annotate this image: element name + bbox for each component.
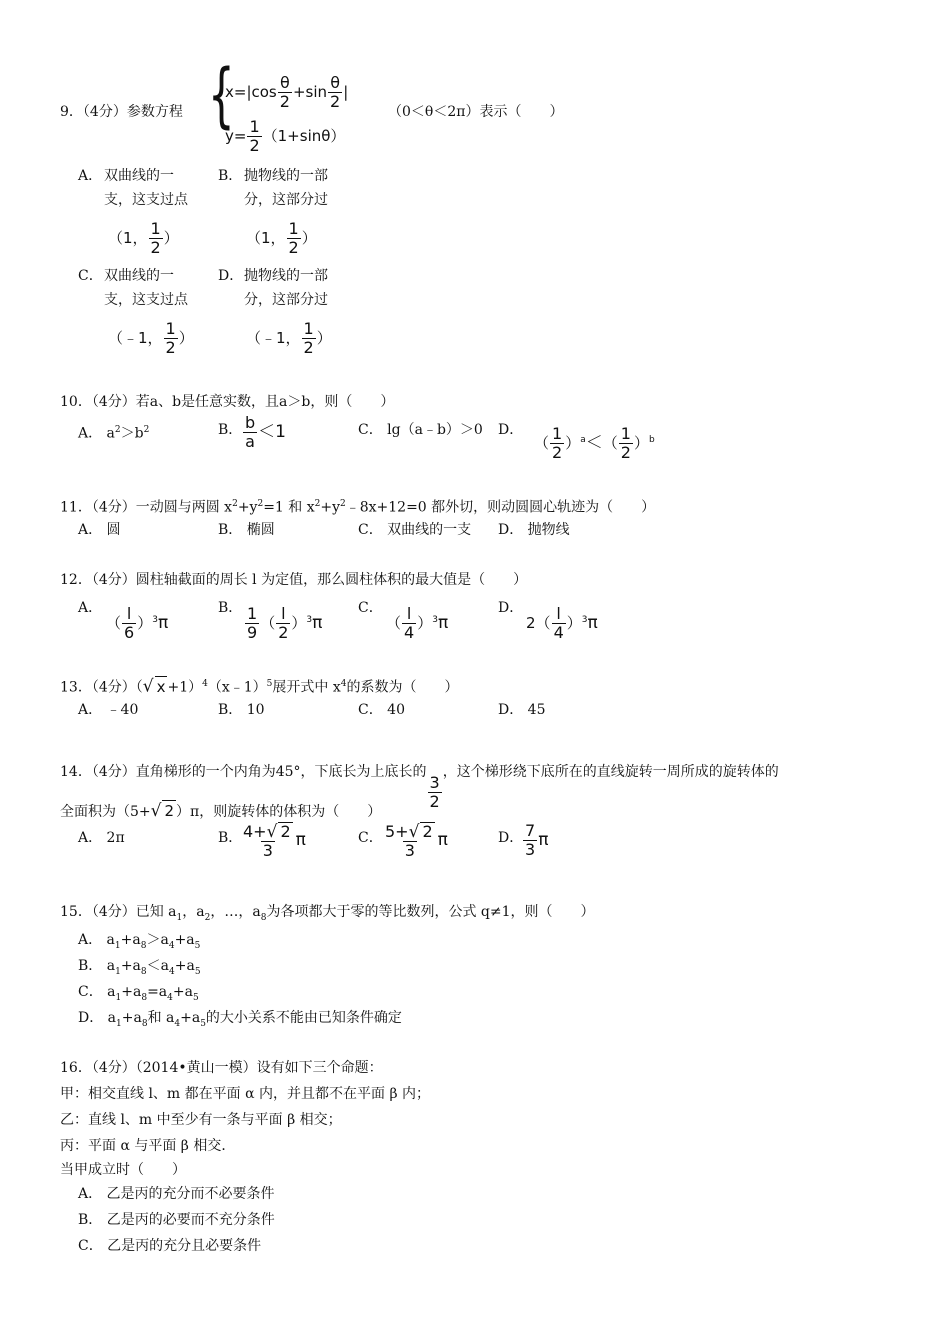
q12-option-d-label: D．	[498, 600, 524, 616]
q9-prefix: 9．（4分）参数方程	[60, 104, 183, 120]
q11-option-c: C． 双曲线的一支	[358, 522, 472, 538]
q9-option-b-label: B．	[218, 168, 243, 184]
q13-option-d: D． 45	[498, 702, 546, 718]
q9-option-a-label: A．	[78, 168, 103, 184]
q10-option-b-label: B．	[218, 422, 243, 438]
q16-option-c: C． 乙是丙的充分且必要条件	[78, 1238, 262, 1254]
q14-line2: 全面积为（5+√ 2 ）π，则旋转体的体积为（ ）	[60, 801, 382, 821]
q9-option-d-point: （﹣1， $\frac{1}{2}$ ）	[246, 319, 332, 357]
q12-stem: 12．（4分）圆柱轴截面的周长 l 为定值，那么圆柱体积的最大值是（ ）	[60, 572, 528, 588]
q9-x-equation: x=|cos $\frac{\theta}{2}$ +sin $\frac{\theta}{2}$ |	[225, 73, 349, 111]
q14-option-b-expr: $\frac{4+√ 2}{3}$ π	[243, 821, 306, 860]
q11-stem: 11．（4分）一动圆与两圆 $x^2+y^2=1$ 和 $x^2+y^2﹣8x+12=0$ 都外切，则动圆圆心轨迹为（ ）	[60, 499, 656, 516]
q9-y-equation: y= $\frac{1}{2}$ （1+sinθ）	[225, 117, 346, 155]
q12-option-c-label: C．	[358, 600, 383, 616]
q14-option-b-label: B．	[218, 830, 243, 846]
q10-option-b-expr: $\frac{b}{a}$ ＜1	[245, 413, 286, 451]
q14-option-c-expr: $\frac{5+√ 2}{3}$ π	[385, 821, 448, 860]
q14-option-d-expr: $\frac{7}{3}$ π	[525, 821, 549, 859]
q13-option-b: B． 10	[218, 702, 265, 718]
q11-option-b: B． 椭圆	[218, 522, 275, 538]
q9-option-b-point: （1， $\frac{1}{2}$ ）	[246, 219, 317, 257]
q9-option-a-point: （1， $\frac{1}{2}$ ）	[108, 219, 179, 257]
q15-option-b: B． $a_1+a_8<a_4+a_5$	[78, 958, 201, 977]
q10-option-a: A． $a^2>b^2$	[78, 425, 150, 442]
q10-option-d-label: D．	[498, 422, 524, 438]
q16-option-a: A． 乙是丙的充分而不必要条件	[78, 1186, 275, 1202]
q9-option-c-point: （﹣1， $\frac{1}{2}$ ）	[108, 319, 194, 357]
q16-proposition-yi: 乙：直线 l、m 中至少有一条与平面 β 相交；	[60, 1112, 342, 1128]
q9-option-d-line1: 抛物线的一部	[244, 268, 328, 284]
q11-option-a: A． 圆	[78, 522, 121, 538]
q15-stem: 15．（4分）已知 $a_1$，$a_2$，…，$a_8$为各项都大于零的等比数列，公式 q≠1，则（ ）	[60, 904, 595, 923]
q10-option-c: C． lg（a﹣b）＞0	[358, 422, 483, 438]
q9-option-d-label: D．	[218, 268, 244, 284]
q9-suffix: （0＜θ＜2π）表示（ ）	[388, 104, 564, 120]
q16-proposition-bing: 丙：平面 α 与平面 β 相交．	[60, 1138, 236, 1154]
q14-option-d-label: D．	[498, 830, 524, 846]
q9-option-c-line1: 双曲线的一	[104, 268, 174, 284]
q14-option-c-label: C．	[358, 830, 383, 846]
q16-stem: 16．（4分）（2014•黄山一模）设有如下三个命题：	[60, 1060, 383, 1076]
q15-option-d: D． $a_1+a_8$和 $a_4+a_5$的大小关系不能由已知条件确定	[78, 1010, 402, 1029]
q13-stem: 13．（4分）（√ x +1）$^4$（x﹣1）$^5$展开式中 $x^4$的系数为（ ）	[60, 676, 459, 697]
q11-option-d: D． 抛物线	[498, 522, 570, 538]
q10-option-d-expr: （ $\frac{1}{2}$ ）$^a$＜（ $\frac{1}{2}$ ）$^b$	[534, 424, 655, 462]
q12-option-b-label: B．	[218, 600, 243, 616]
q16-condition: 当甲成立时（ ）	[60, 1162, 186, 1178]
q9-option-d-line2: 分，这部分过	[244, 292, 328, 308]
q15-option-a: A． $a_1+a_8>a_4+a_5$	[78, 932, 201, 951]
q12-option-a-expr: （ $\frac{l}{6}$ ）$^3$π	[106, 604, 169, 642]
q16-option-b: B． 乙是丙的必要而不充分条件	[78, 1212, 275, 1228]
q9-option-b-line2: 分，这部分过	[244, 192, 328, 208]
q9-option-b-line1: 抛物线的一部	[244, 168, 328, 184]
q16-proposition-jia: 甲：相交直线 l、m 都在平面 α 内，并且都不在平面 β 内；	[60, 1086, 431, 1102]
q9-option-a-line2: 支，这支过点	[104, 192, 188, 208]
q12-option-a-label: A．	[78, 600, 103, 616]
q10-stem: 10．（4分）若a、b是任意实数，且a＞b，则（ ）	[60, 394, 395, 410]
q14-line1: 14．（4分）直角梯形的一个内角为45°，下底长为上底长的 $\frac{3}{2}$ ，这个梯形绕下底所在的直线旋转一周所成的旋转体的	[60, 764, 779, 811]
q14-option-a: A． 2π	[78, 830, 125, 846]
q9-option-a-line1: 双曲线的一	[104, 168, 174, 184]
q15-option-c: C． $a_1+a_8=a_4+a_5$	[78, 984, 199, 1003]
q9-brace: {	[208, 54, 235, 136]
q13-option-a: A． ﹣40	[78, 702, 139, 718]
q9-option-c-line2: 支，这支过点	[104, 292, 188, 308]
q12-option-d-expr: 2（ $\frac{l}{4}$ ）$^3$π	[526, 604, 598, 642]
q9-option-c-label: C．	[78, 268, 103, 284]
q12-option-c-expr: （ $\frac{l}{4}$ ）$^3$π	[386, 604, 449, 642]
q13-option-c: C． 40	[358, 702, 405, 718]
q12-option-b-expr: $\frac{1}{9}$ （ $\frac{l}{2}$ ）$^3$π	[247, 604, 323, 642]
